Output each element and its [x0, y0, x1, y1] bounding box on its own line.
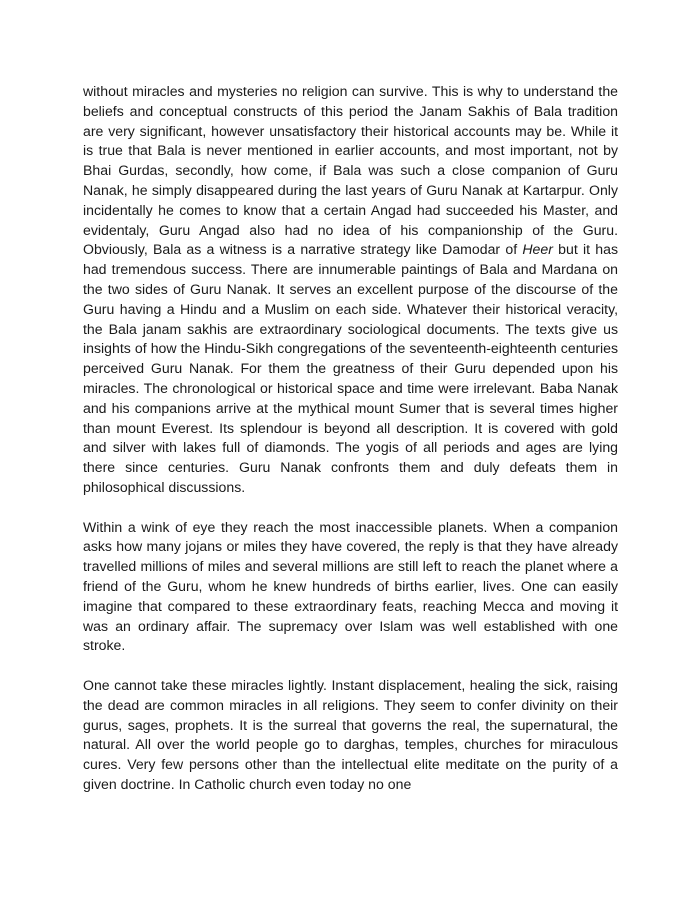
paragraph-2: Within a wink of eye they reach the most inaccessible planets. When a companion asks how many jojans or miles they have covered, the reply is that they have already travelled millions of miles and several millions are still left to reach the planet where a friend of the Guru, whom he knew hundreds of births earlier, lives. One can easily imagine that compared to these extraordinary feats, reaching Mecca and moving it was an ordinary affair. The supremacy over Islam was well established with one stroke. — [83, 518, 618, 654]
body-text — [83, 82, 618, 795]
italic-title-heer: Heer — [522, 241, 553, 258]
paragraph-3: One cannot take these miracles lightly. Instant displacement, healing the sick, raising the dead are common miracles in all religions. They seem to confer divinity on their gurus, sages, prophets. It is the surreal that governs the real, the supernatural, the natural. All over the world people go to darghas, temples, churches for miraculous cures. Very few persons other than the intellectual elite meditate on the purity of a given doctrine. In Catholic church even today no one — [83, 676, 618, 792]
paragraph-1-text-end: but it has had tremendous success. There are innumerable paintings of Bala and Mardana on the two sides of Guru Nanak. It serves an excellent purpose of the discourse of the Guru having a Hindu and a Muslim on each side. Whatever their historical veracity, the Bala janam sakhis are extraordinary sociological documents. The texts give us insights of how the Hindu-Sikh congregations of the seventeenth-eighteenth centuries perceived Guru Nanak. For them the greatness of their Guru depended upon his miracles. The chronological or historical space and time were irrelevant. Baba Nanak and his companions arrive at the mythical mount Sumer that is several times higher than mount Everest. Its splendour is beyond all description. It is covered with gold and silver with lakes full of diamonds. The yogis of all periods and ages are lying there since centuries. Guru Nanak confronts them and duly defeats them in philosophical discussions. — [83, 241, 618, 495]
paragraph-1-text-start: without miracles and mysteries no religion can survive. This is why to understand the beliefs and conceptual constructs of this period the Janam Sakhis of Bala tradition are very significant, however unsatisfactory their historical accounts may be. While it is true that Bala is never mentioned in earlier accounts, and most important, not by Bhai Gurdas, secondly, how come, if Bala was such a close companion of Guru Nanak, he simply disappeared during the last years of Guru Nanak at Kartarpur. Only incidentally he comes to know that a certain Angad had succeeded his Master, and evidentaly, Guru Angad also had no idea of his companionship of the Guru. Obviously, Bala as a witness is a narrative strategy like Damodar of — [83, 83, 618, 258]
paragraph-1 — [83, 82, 618, 498]
